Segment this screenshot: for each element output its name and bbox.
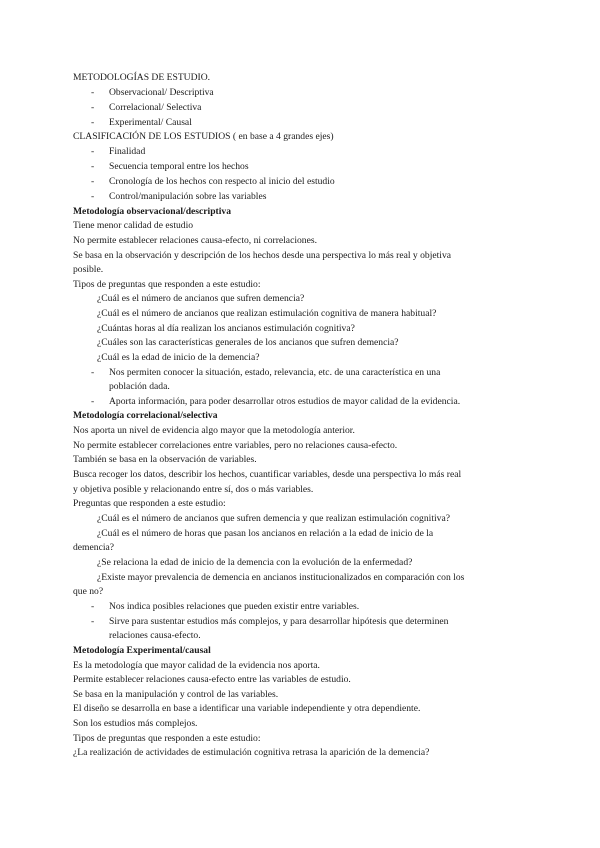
paragraph-line: Tipos de preguntas que responden a este estudio:: [73, 279, 261, 290]
heading-correlacional: Metodología correlacional/selectiva: [73, 410, 218, 421]
title-metodologias: METODOLOGÍAS DE ESTUDIO.: [73, 72, 211, 83]
paragraph-line: Son los estudios más complejos.: [73, 718, 198, 729]
paragraph-line: Tiene menor calidad de estudio: [73, 220, 194, 231]
paragraph-line: y objetiva posible y relacionando entre sí, dos o más variables.: [73, 484, 314, 495]
paragraph-line: Se basa en la observación y descripción de los hechos desde una perspectiva lo más real y objetiva: [73, 250, 452, 261]
bullet-dash: -: [91, 616, 95, 627]
heading-experimental: Metodología Experimental/causal: [73, 645, 211, 656]
list-item: Control/manipulación sobre las variables: [109, 191, 267, 202]
question-line: ¿Cuál es la edad de inicio de la demencia?: [97, 352, 260, 363]
list-item: Finalidad: [109, 146, 146, 157]
bullet-dash: -: [91, 396, 95, 407]
paragraph-line: No permite establecer relaciones causa-efecto, ni correlaciones.: [73, 235, 317, 246]
question-line: ¿Se relaciona la edad de inicio de la demencia con la evolución de la enfermedad?: [97, 557, 413, 568]
heading-observacional: Metodología observacional/descriptiva: [73, 206, 232, 217]
bullet-dash: -: [91, 176, 95, 187]
paragraph-line: posible.: [73, 264, 104, 275]
bullet-dash: -: [91, 601, 95, 612]
list-item: Nos indica posibles relaciones que pueden existir entre variables.: [109, 601, 360, 612]
question-line: ¿Existe mayor prevalencia de demencia en ancianos institucionalizados en comparación con los: [97, 572, 465, 583]
paragraph-line: Se basa en la manipulación y control de las variables.: [73, 689, 279, 700]
question-line: ¿Cuáles son las características generales de los ancianos que sufren demencia?: [97, 337, 399, 348]
paragraph-line: Tipos de preguntas que responden a este estudio:: [73, 733, 261, 744]
list-item: Cronología de los hechos con respecto al inicio del estudio: [109, 176, 335, 187]
question-line: ¿Cuántas horas al día realizan los ancianos estimulación cognitiva?: [97, 323, 355, 334]
paragraph-line: También se basa en la observación de variables.: [73, 454, 257, 465]
question-line: ¿Cuál es el número de horas que pasan los ancianos en relación a la edad de inicio de la: [97, 528, 434, 539]
paragraph-line: ¿La realización de actividades de estimulación cognitiva retrasa la aparición de la demencia?: [73, 747, 430, 758]
list-item-continuation: relaciones causa-efecto.: [109, 630, 201, 641]
question-line: ¿Cuál es el número de ancianos que realizan estimulación cognitiva de manera habitual?: [97, 308, 437, 319]
bullet-dash: -: [91, 102, 95, 113]
paragraph-line: Es la metodología que mayor calidad de la evidencia nos aporta.: [73, 660, 320, 671]
question-continuation: que no?: [73, 586, 104, 597]
bullet-dash: -: [91, 87, 95, 98]
title-clasificacion: CLASIFICACIÓN DE LOS ESTUDIOS ( en base a 4 grandes ejes): [73, 131, 334, 142]
list-item: Secuencia temporal entre los hechos: [109, 161, 249, 172]
question-line: ¿Cuál es el número de ancianos que sufren demencia?: [97, 293, 305, 304]
list-item: Sirve para sustentar estudios más complejos, y para desarrollar hipótesis que determinen: [109, 616, 449, 627]
list-item: Aporta información, para poder desarrollar otros estudios de mayor calidad de la evidencia.: [109, 396, 461, 407]
list-item: Experimental/ Causal: [109, 117, 192, 128]
paragraph-line: Preguntas que responden a este estudio:: [73, 498, 226, 509]
list-item: Observacional/ Descriptiva: [109, 87, 214, 98]
paragraph-line: No permite establecer correlaciones entre variables, pero no relaciones causa-efecto.: [73, 440, 398, 451]
list-item: Nos permiten conocer la situación, estado, relevancia, etc. de una característica en una: [109, 367, 441, 378]
paragraph-line: Busca recoger los datos, describir los hechos, cuantificar variables, desde una perspectiva lo más real: [73, 469, 462, 480]
question-line: ¿Cuál es el número de ancianos que sufren demencia y que realizan estimulación cognitiva?: [97, 513, 450, 524]
paragraph-line: El diseño se desarrolla en base a identificar una variable independiente y otra dependiente.: [73, 703, 421, 714]
list-item-continuation: población dada.: [109, 381, 170, 392]
bullet-dash: -: [91, 117, 95, 128]
list-item: Correlacional/ Selectiva: [109, 102, 202, 113]
question-continuation: demencia?: [73, 542, 115, 553]
bullet-dash: -: [91, 161, 95, 172]
bullet-dash: -: [91, 191, 95, 202]
paragraph-line: Permite establecer relaciones causa-efecto entre las variables de estudio.: [73, 674, 351, 685]
paragraph-line: Nos aporta un nivel de evidencia algo mayor que la metodología anterior.: [73, 425, 355, 436]
bullet-dash: -: [91, 367, 95, 378]
bullet-dash: -: [91, 146, 95, 157]
